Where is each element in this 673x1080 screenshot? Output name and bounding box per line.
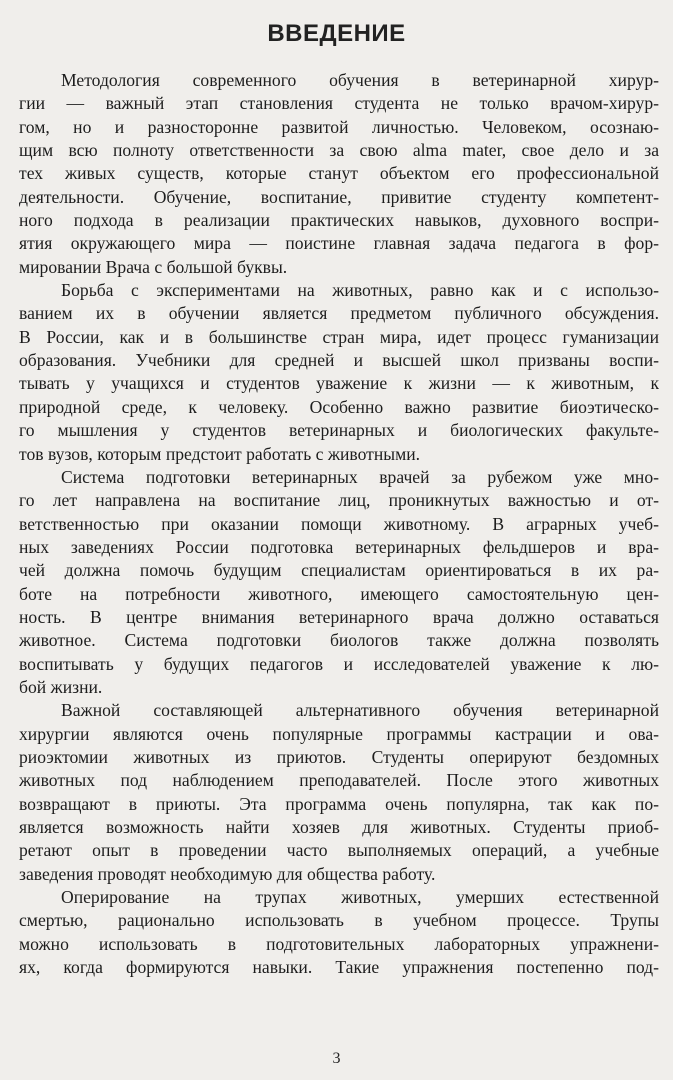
paragraph-line: образования. Учебники для средней и высшей школ призваны воспи- — [19, 350, 659, 371]
body-text — [19, 69, 659, 979]
paragraph-line: Борьба с экспериментами на животных, равно как и с использо- — [61, 280, 659, 301]
paragraph-line: го лет направлена на воспитание лиц, проникнутых важностью и от- — [19, 490, 659, 511]
paragraph-line: тов вузов, которым предстоит работать с животными. — [19, 443, 421, 464]
paragraph-line: тех живых существ, которые станут объектом его профессиональной — [19, 163, 659, 184]
paragraph-line: природной среде, к человеку. Особенно важно развитие биоэтическо- — [19, 396, 659, 417]
paragraph-line: животное. Система подготовки биологов также должна позволять — [19, 630, 659, 651]
paragraph-line: можно использовать в подготовительных лабораторных упражнени- — [19, 933, 659, 954]
paragraph-line: Система подготовки ветеринарных врачей за рубежом уже мно- — [61, 466, 659, 487]
paragraph-line: смертью, рационально использовать в учебном процессе. Трупы — [19, 910, 659, 931]
paragraph-line: мировании Врача с большой буквы. — [19, 256, 288, 277]
paragraph-line: ванием их в обучении является предметом публичного обсуждения. — [19, 303, 659, 324]
paragraph-line: ного подхода в реализации практических навыков, духовного воспри- — [19, 210, 659, 231]
page-number: 3 — [332, 1050, 341, 1067]
paragraph-line: животных под наблюдением преподавателей. После этого животных — [19, 770, 659, 791]
paragraph-line: ятия окружающего мира — поистине главная задача педагога в фор- — [19, 233, 659, 254]
paragraph-line: риоэктомии животных из приютов. Студенты оперируют бездомных — [19, 746, 659, 767]
paragraph-line: ветственностью при оказании помощи животному. В аграрных учеб- — [19, 513, 659, 534]
paragraph-line: чей должна помочь будущим специалистам ориентироваться в их ра- — [19, 560, 659, 581]
page-title: ВВЕДЕНИЕ — [267, 20, 406, 47]
paragraph-line: деятельности. Обучение, воспитание, привитие студенту компетент- — [19, 186, 659, 207]
paragraph-line: ретают опыт в проведении часто выполняемых операций, а учебные — [19, 840, 659, 861]
paragraph-line: го мышления у студентов ветеринарных и биологических факульте- — [19, 420, 659, 441]
paragraph-line: Методология современного обучения в ветеринарной хирур- — [61, 70, 659, 90]
paragraph-line: щим всю полноту ответственности за свою alma mater, свое дело и за — [19, 140, 659, 161]
paragraph-line: гом, но и разносторонне развитой личностью. Человеком, осознаю- — [19, 116, 659, 137]
paragraph-line: гии — важный этап становления студента не только врачом-хирур- — [19, 93, 659, 114]
paragraph-line: ях, когда формируются навыки. Такие упражнения постепенно под- — [19, 957, 659, 978]
paragraph-line: бой жизни. — [19, 676, 103, 697]
paragraph-line: тывать у учащихся и студентов уважение к жизни — к животным, к — [19, 373, 659, 394]
paragraph-line: возвращают в приюты. Эта программа очень популярна, так как по- — [19, 793, 659, 814]
paragraph-line: боте на потребности животного, имеющего самостоятельную цен- — [19, 583, 659, 604]
paragraph-line: Важной составляющей альтернативного обучения ветеринарной — [61, 700, 659, 721]
paragraph-line: В России, как и в большинстве стран мира, идет процесс гуманизации — [19, 326, 659, 347]
paragraph-line: воспитывать у будущих педагогов и исследователей уважение к лю- — [19, 653, 659, 674]
paragraph-line: ность. В центре внимания ветеринарного врача должно оставаться — [19, 606, 659, 627]
paragraph-line: является возможность найти хозяев для животных. Студенты приоб- — [19, 817, 659, 837]
paragraph-line: Оперирование на трупах животных, умерших естественной — [61, 887, 659, 908]
paragraph-line: ных заведениях России подготовка ветеринарных фельдшеров и вра- — [19, 536, 659, 557]
paragraph-line: заведения проводят необходимую для общества работу. — [19, 863, 436, 884]
paragraph-line: хирургии являются очень популярные программы кастрации и ова- — [19, 723, 659, 744]
